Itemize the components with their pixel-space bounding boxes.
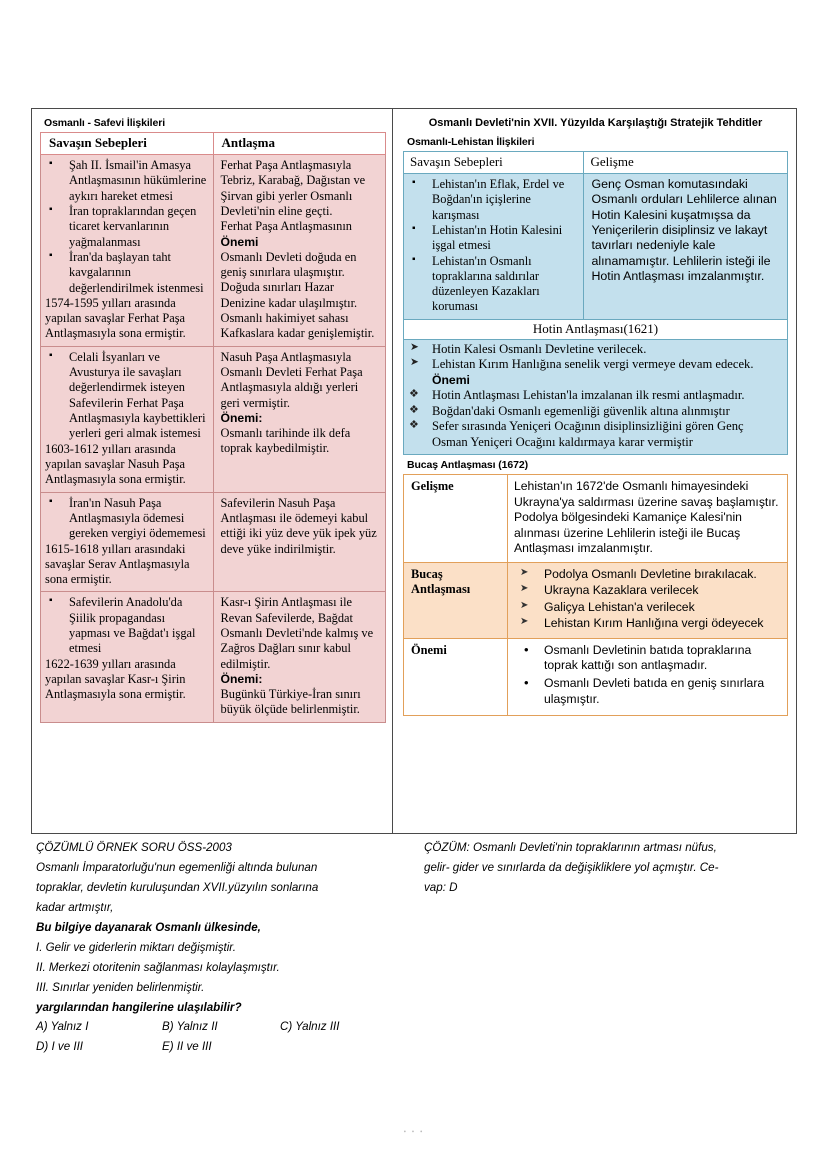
onemi-label: Önemi: [432, 372, 470, 387]
treaty-subtitle: Ferhat Paşa Antlaşmasının: [220, 219, 352, 234]
list-item: ▪ Şah II. İsmail'in Amasya Antlaşmasının hükümlerine aykırı hareket etmesi: [45, 158, 208, 204]
list-item: ▪ İran'da başlayan taht kavgalarının değerlendirilmek istenmesi: [45, 250, 208, 296]
list-item: ➤ Lehistan Kırım Hanlığına vergi ödeyecek: [514, 616, 781, 631]
cause-list: [45, 595, 208, 656]
treaty-cell: [213, 155, 386, 347]
list-item: ➤ Podolya Osmanlı Devletine bırakılacak.: [514, 567, 781, 582]
left-column: [32, 109, 393, 833]
causes-summary: 1603-1612 yılları arasında yapılan savaşlar Nasuh Paşa Antlaşmasıyla sona ermiştir.: [45, 441, 186, 487]
options-row-2: [36, 1037, 388, 1057]
cause-list: [45, 496, 208, 542]
table-row: [404, 173, 788, 319]
question-stem-line: kadar artmıştır,: [36, 900, 114, 914]
option-a[interactable]: A) Yalnız I: [36, 1020, 89, 1034]
table-row: [41, 155, 386, 347]
list-item: ▪ Lehistan'ın Osmanlı topraklarına saldırılar düzenleyen Kazakları koruması: [408, 254, 578, 315]
hotin-treaty-title: Hotin Antlaşması(1621): [404, 319, 788, 339]
question-statement: III. Sınırlar yeniden belirlenmiştir.: [36, 980, 205, 994]
list-item: ➤ Ukrayna Kazaklara verilecek: [514, 583, 781, 598]
table-row: [41, 346, 386, 492]
treaty-intro: Ferhat Paşa Antlaşmasıyla Tebriz, Karabağ, Dağıstan ve Şirvan gibi yerler Osmanlı Devleti'nin eline geçti.: [220, 158, 366, 218]
list-item: ▪ İran topraklarından geçen ticaret kervanlarının yağmalanması: [45, 204, 208, 250]
causes-summary: 1574-1595 yılları arasında yapılan savaşlar Ferhat Paşa Antlaşmasıyla sona ermiştir.: [45, 295, 186, 341]
list-item: • Osmanlı Devletinin batıda topraklarına toprak kattığı son antlaşmadır.: [514, 643, 781, 674]
hotin-treaty-body: [404, 339, 788, 454]
lehistan-table: [403, 151, 788, 455]
onemi-label: Önemi:: [220, 411, 263, 425]
question-prompt: Bu bilgiye dayanarak Osmanlı ülkesinde,: [36, 920, 261, 934]
treaty-cell: [213, 592, 386, 722]
list-item: ❖ Hotin Antlaşması Lehistan'la imzalanan ilk resmi antlaşmadır.: [406, 388, 782, 404]
cause-list: [45, 350, 208, 442]
list-item: ❖ Boğdan'daki Osmanlı egemenliği güvenlik altına alınmıştır: [406, 404, 782, 420]
option-b[interactable]: B) Yalnız II: [162, 1020, 218, 1034]
causes-cell: [404, 173, 584, 319]
safevi-table: [40, 132, 386, 723]
header-antlasma: Antlaşma: [213, 133, 386, 155]
question-area: [36, 838, 796, 1057]
header-gelisme: Gelişme: [584, 151, 788, 173]
table-row: [404, 638, 788, 716]
solution-line: gelir- gider ve sınırlarda da değişikliklere yol açmıştır. Ce-: [424, 860, 719, 874]
table-row: [404, 562, 788, 638]
list-item: ▪ Safevilerin Anadolu'da Şiilik propagandası yapması ve Bağdat'ı işgal etmesi: [45, 595, 208, 656]
bucas-table: [403, 474, 788, 716]
band-body-row: [404, 339, 788, 454]
right-column: [393, 109, 796, 833]
list-item: ➤ Hotin Kalesi Osmanlı Devletine verilecek.: [406, 342, 782, 358]
right-section-title: Osmanlı Devleti'nin XVII. Yüzyılda Karşılaştığı Stratejik Tehditler: [428, 117, 763, 129]
question-stem-line: topraklar, devletin kuruluşundan XVII.yüzyılın sonlarına: [36, 880, 319, 894]
left-section-title: Osmanlı - Safevi İlişkileri: [44, 117, 166, 129]
question-stem-line: Osmanlı İmparatorluğu'nun egemenliği altında bulunan: [36, 860, 318, 874]
question-statement: II. Merkezi otoritenin sağlanması kolaylaşmıştır.: [36, 960, 280, 974]
bucas-terms-list: [514, 567, 781, 632]
option-c[interactable]: C) Yalnız III: [280, 1020, 340, 1034]
options-row-1: [36, 1017, 388, 1037]
table-header-row: [41, 133, 386, 155]
bucas-section-title: Bucaş Antlaşması (1672): [407, 459, 529, 472]
causes-summary: 1615-1618 yılları arasındaki savaşlar Serav Antlaşmasıyla sona ermiştir.: [45, 541, 190, 587]
table-row: [404, 475, 788, 562]
treaty-body: Bugünkü Türkiye-İran sınırı büyük ölçüde belirlenmiştir.: [220, 687, 361, 717]
right-subsection-title: Osmanlı-Lehistan İlişkileri: [407, 135, 535, 148]
onemi-label: Önemi:: [220, 672, 263, 686]
causes-cell: [41, 155, 214, 347]
header-savasin-sebepleri: Savaşın Sebepleri: [41, 133, 214, 155]
header-savasin-sebepleri: Savaşın Sebepleri: [404, 151, 584, 173]
question-statement: I. Gelir ve giderlerin miktarı değişmiştir.: [36, 940, 236, 954]
bucas-significance-cell: [508, 638, 788, 716]
list-item: ❖ Sefer sırasında Yeniçeri Ocağının disiplinsizliğini gören Genç Osman Yeniçeri Ocağını kaldırmaya karar vermiştir: [406, 419, 782, 450]
solution-line: ÇÖZÜM: Osmanlı Devleti'nin topraklarının artması nüfus,: [424, 841, 717, 854]
list-item: ▪ Celali İsyanları ve Avusturya ile savaşları değerlendirmek isteyen Safevilerin Ferhat Paşa Antlaşmasıyla kaybettikleri yerleri geri almak istemesi: [45, 350, 208, 442]
list-item: ➤ Galiçya Lehistan'a verilecek: [514, 600, 781, 615]
question-ask: yargılarından hangilerine ulaşılabilir?: [36, 1000, 242, 1014]
causes-cell: [41, 592, 214, 722]
development-cell: Genç Osman komutasındaki Osmanlı orduları Lehlilerce alınan Hotin Kalesini kuşatmışsa da Yeniçerilerin disiplinsiz ve lakayt tavırları nedeniyle kale alınamamıştır. Lehlilerin isteği ile Hotin Antlaşması imzalanmıştır.: [584, 173, 788, 319]
question-right: [398, 838, 796, 1057]
band-title-row: [404, 319, 788, 339]
list-item: ▪ Lehistan'ın Eflak, Erdel ve Boğdan'ın içişlerine karışması: [408, 177, 578, 223]
table-header-row: [404, 151, 788, 173]
onemi-label: Önemi: [220, 234, 259, 249]
treaty-intro: Kasr-ı Şirin Antlaşması ile Revan Safevilerde, Bağdat Osmanlı Devleti'nde kalmış ve Zağros Dağları sınır kabul edilmiştir.: [220, 595, 374, 671]
table-row: [41, 492, 386, 592]
bucas-terms-cell: [508, 562, 788, 638]
treaty-cell: [213, 346, 386, 492]
treaty-body: Osmanlı Devleti doğuda en geniş sınırlara ulaşmıştır. Doğuda sınırları Hazar Denizine kadar ulaşılmıştır. Osmanlı hakimiyet sahası Kafkaslara kadar genişlemiştir.: [220, 249, 375, 341]
question-source: ÇÖZÜMLÜ ÖRNEK SORU ÖSS-2003: [36, 841, 232, 854]
list-item: ▪ İran'ın Nasuh Paşa Antlaşmasıyla ödemesi gereken vergiyi ödememesi: [45, 496, 208, 542]
list-item: ➤ Lehistan Kırım Hanlığına senelik vergi vermeye devam edecek.: [406, 357, 782, 373]
content-frame: [31, 108, 797, 834]
causes-summary: 1622-1639 yılları arasında yapılan savaşlar Kasr-ı Şirin Antlaşmasıyla sona ermiştir.: [45, 656, 186, 702]
table-row: [41, 592, 386, 722]
option-d[interactable]: D) I ve III: [36, 1040, 84, 1054]
significance-list: [406, 388, 782, 450]
causes-cell: [41, 492, 214, 592]
list-item: • Osmanlı Devleti batıda en geniş sınırlara ulaşmıştır.: [514, 676, 781, 707]
question-left: [36, 838, 398, 1057]
treaty-terms-list: [406, 342, 782, 373]
bucas-significance-list: [514, 643, 781, 708]
row-label-onemi: Önemi: [404, 638, 508, 716]
treaty-cell: [213, 492, 386, 592]
causes-cell: [41, 346, 214, 492]
page-footer-marker: • • •: [403, 1128, 425, 1136]
treaty-body: Osmanlı tarihinde ilk defa toprak kaybedilmiştir.: [220, 426, 351, 456]
treaty-intro: Safevilerin Nasuh Paşa Antlaşması ile ödemeyi kabul ettiği iki yüz deve yük ipek yüz deve yüke indirilmiştir.: [220, 495, 377, 556]
treaty-intro: Nasuh Paşa Antlaşmasıyla Osmanlı Devleti Ferhat Paşa Antlaşmasıyla aldığı yerleri geri vermiştir.: [220, 349, 363, 410]
cause-list: [45, 158, 208, 296]
row-label-gelisme: Gelişme: [404, 475, 508, 562]
row-label-bucas-antlasmasi: Bucaş Antlaşması: [404, 562, 508, 638]
cause-list: [408, 177, 578, 315]
gelisme-text: Lehistan'ın 1672'de Osmanlı himayesindeki Ukrayna'ya saldırması üzerine savaş başlamıştır. Podolya bölgesindeki Kamaniçe Kalesi'nin alınması üzerine Lehlilerin isteği ile Bucaş Antlaşması imzalanmıştır.: [508, 475, 788, 562]
list-item: ▪ Lehistan'ın Hotin Kalesini işgal etmesi: [408, 223, 578, 254]
solution-line: vap: D: [424, 880, 458, 894]
option-e[interactable]: E) II ve III: [162, 1040, 212, 1054]
